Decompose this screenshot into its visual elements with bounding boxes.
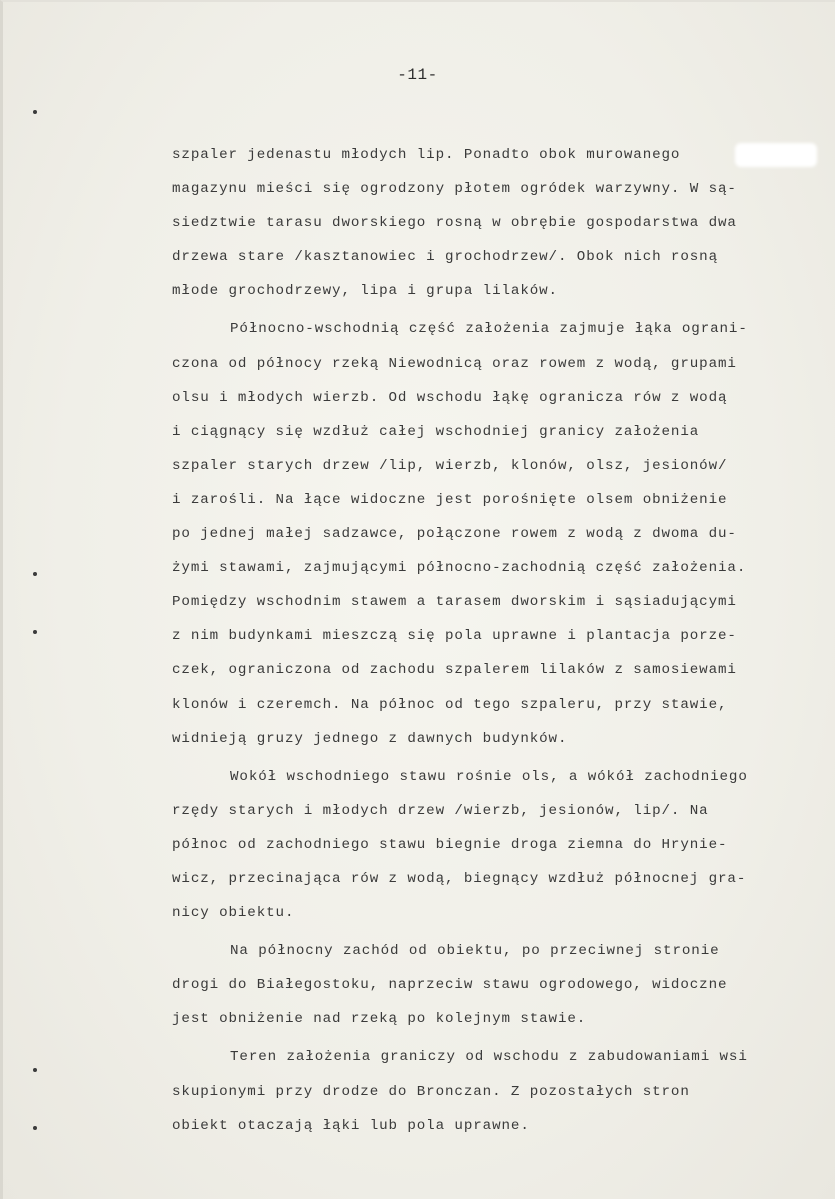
text-line: po jednej małej sadzawce, połączone rowem z wodą z dwoma du- <box>172 526 737 543</box>
margin-mark <box>33 630 37 634</box>
text-line: klonów i czeremch. Na północ od tego szpaleru, przy stawie, <box>172 696 728 713</box>
text-line: czek, ograniczona od zachodu szpalerem lilaków z samosiewami <box>172 662 737 679</box>
text-line: widnieją gruzy jednego z dawnych budynków. <box>172 730 568 747</box>
body-text <box>172 138 822 1143</box>
text-line: nicy obiektu. <box>172 905 295 922</box>
text-line: rzędy starych i młodych drzew /wierzb, jesionów, lip/. Na <box>172 802 709 819</box>
text-line: szpaler jedenastu młodych lip. Ponadto obok murowanego <box>172 147 681 163</box>
text-line: szpaler starych drzew /lip, wierzb, klonów, olsz, jesionów/ <box>172 457 728 474</box>
paragraph-first-line: Północno-wschodnią część założenia zajmuje łąka ograni- <box>230 321 748 338</box>
text-line: żymi stawami, zajmującymi północno-zachodnią część założenia. <box>172 560 747 577</box>
text-line: drzewa stare /kasztanowiec i grochodrzew/. Obok nich rosną <box>172 249 719 266</box>
text-line: olsu i młodych wierzb. Od wschodu łąkę ogranicza rów z wodą <box>172 389 728 406</box>
text-line: i ciągnący się wzdłuż całej wschodniej granicy założenia <box>172 423 700 440</box>
text-line: skupionymi przy drodze do Bronczan. Z pozostałych stron <box>172 1083 690 1100</box>
page-number: -11- <box>397 66 438 84</box>
paragraph-first-line: Na północny zachód od obiektu, po przeciwnej stronie <box>230 943 720 960</box>
margin-mark <box>33 1068 37 1072</box>
text-line: i zarośli. Na łące widoczne jest porośnięte olsem obniżenie <box>172 491 728 508</box>
text-line: drogi do Białegostoku, naprzeciw stawu ogrodowego, widoczne <box>172 977 728 994</box>
text-line: magazynu mieści się ogrodzony płotem ogródek warzywny. W są- <box>172 181 737 198</box>
text-line: Pomiędzy wschodnim stawem a tarasem dworskim i sąsiadującymi <box>172 594 737 611</box>
text-line: wicz, przecinająca rów z wodą, biegnący wzdłuż północnej gra- <box>172 870 747 887</box>
margin-mark <box>33 572 37 576</box>
text-line: północ od zachodniego stawu biegnie droga ziemna do Hrynie- <box>172 836 728 853</box>
text-line: siedztwie tarasu dworskiego rosną w obrębie gospodarstwa dwa <box>172 215 737 232</box>
text-line: jest obniżenie nad rzeką po kolejnym stawie. <box>172 1011 587 1028</box>
margin-mark <box>33 110 37 114</box>
text-line: czona od północy rzeką Niewodnicą oraz rowem z wodą, grupami <box>172 355 737 372</box>
margin-mark <box>33 1126 37 1130</box>
paragraph-first-line: Wokół wschodniego stawu rośnie ols, a wókół zachodniego <box>230 768 748 785</box>
text-line: obiekt otaczają łąki lub pola uprawne. <box>172 1117 530 1134</box>
paragraph-first-line: Teren założenia graniczy od wschodu z zabudowaniami wsi <box>230 1049 748 1066</box>
text-line: z nim budynkami mieszczą się pola uprawne i plantacja porze- <box>172 628 737 645</box>
text-line: młode grochodrzewy, lipa i grupa lilaków. <box>172 283 558 300</box>
